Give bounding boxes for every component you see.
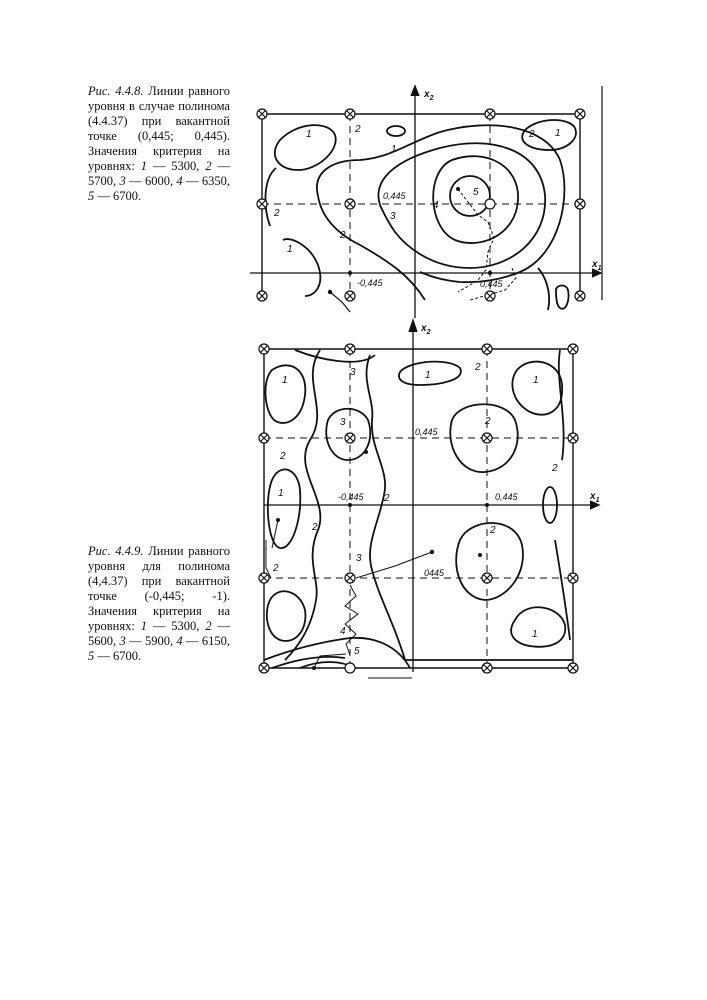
contour-label: 1 [532,629,538,640]
contour-label: 2 [312,522,318,533]
level-number: 2 [205,619,212,633]
caption-number: Рис. 4.4.9. [88,544,144,558]
contour-label: 1 [282,375,288,386]
contour-label: 2 [273,563,279,574]
axis-x1-label: $x_1$ [590,491,600,504]
axis-x1-label: $x_1$ [592,259,602,272]
contour-label: 2 [355,124,361,135]
tick-label: 0,445 [415,427,438,437]
level-number: 2 [205,159,212,173]
contour-label: 2 [490,525,496,536]
caption-number: Рис. 4.4.8. [88,84,144,98]
crossed-point-icon [257,109,267,119]
crossed-point-icon [568,573,578,583]
frame [262,86,602,300]
crossed-point-icon [345,109,355,119]
level-number: 3 [119,634,126,648]
crossed-point-icon [482,433,492,443]
contour-label: 1 [278,488,284,499]
crossed-point-icon [482,663,492,673]
contour-label: 1 [425,370,431,381]
level-value: — 6150, [182,634,231,648]
axis-x2-label: $x_2$ [421,323,431,336]
crossed-point-icon [482,344,492,354]
level-value: — 6350, [182,174,231,188]
crossed-point-icon [568,344,578,354]
tick-label: -0,445 [338,492,364,502]
contour-label: 1 [391,144,397,155]
level-value: — 5300, [146,619,206,633]
crossed-point-icon [575,199,585,209]
level-number: 1 [140,159,147,173]
level-value: — 5300, [146,159,206,173]
crossed-point-icon [257,291,267,301]
level-value: — 5600, [88,619,231,648]
level-value: — 6700. [94,649,142,663]
tick-label: -0,445 [357,278,383,288]
crossed-point-icon [482,573,492,583]
crossed-point-icon [345,291,355,301]
crossed-point-icon [259,573,269,583]
level-value: — 5700, [88,159,231,188]
contour-label: 2 [280,451,286,462]
contour-label: 1 [306,129,312,140]
small-dots [276,450,489,670]
crossed-point-icon [259,344,269,354]
axis-x2-label: $x_2$ [424,89,434,102]
level-number: 4 [176,174,183,188]
contour-label: 5 [354,646,360,657]
tick-label: 0,445 [383,191,406,201]
crossed-point-icon [259,433,269,443]
crossed-point-icon [345,344,355,354]
contour-label: 4 [433,200,439,211]
crossed-point-icon [568,433,578,443]
crossed-point-icon [345,433,355,443]
axes [264,320,599,672]
contour-label: 2 [340,230,346,241]
contour-label: 5 [473,187,479,198]
level-number: 5 [88,189,95,203]
level-value: — 5900, [125,634,177,648]
crossed-point-icon [345,199,355,209]
level-number: 4 [176,634,183,648]
caption-text: Линии равного уровня в случае полинома (4.4.37) при вакантной точке (0,445; 0,445). Значения критерия на уровнях: [88,84,230,173]
contour-label: 3 [356,553,362,564]
crossed-point-icon [568,663,578,673]
level-number: 5 [88,649,95,663]
contour-label: 2 [384,493,390,504]
contour-lines [264,350,573,668]
level-value: — 6000, [125,174,177,188]
tick-label: 0,445 [495,492,518,502]
contour-label: 1 [287,244,293,255]
contour-lines [265,120,576,310]
contour-label: 3 [390,211,396,222]
contour-label: 3 [350,367,356,378]
contour-label: 1 [555,128,561,139]
figure-4-4-8-labels [273,89,602,289]
contour-label: 4 [340,626,346,637]
level-number: 3 [119,174,126,188]
vacant-point-icon [345,663,355,673]
contour-label: 2 [552,463,558,474]
contour-label: 1 [533,375,539,386]
contour-label: 3 [340,417,346,428]
crossed-point-icon [485,109,495,119]
contour-label: 2 [475,362,481,373]
crossed-point-icon [259,663,269,673]
tick-label: 0,445 [480,279,503,289]
crossed-point-icon [257,199,267,209]
crossed-point-icon [485,291,495,301]
tick-label: 0445 [424,568,445,578]
crossed-point-icon [345,573,355,583]
contour-label: 2 [529,129,535,140]
design-points [259,344,578,673]
level-value: — 6700. [94,189,142,203]
dashed-grid [262,114,580,296]
caption-text: Линии равного уровня для полинома (4,4.37) при вакантной точке (-0,445; -1). Значения критерия на уровнях: [88,544,230,633]
figure-4-4-8-plot [250,86,602,318]
contour-label: 2 [274,208,280,219]
figure-4-4-9-labels [272,323,600,657]
crossed-point-icon [575,291,585,301]
level-number: 1 [140,619,147,633]
vacant-point-icon [485,199,495,209]
crossed-point-icon [575,109,585,119]
contour-label: 2 [485,416,491,427]
